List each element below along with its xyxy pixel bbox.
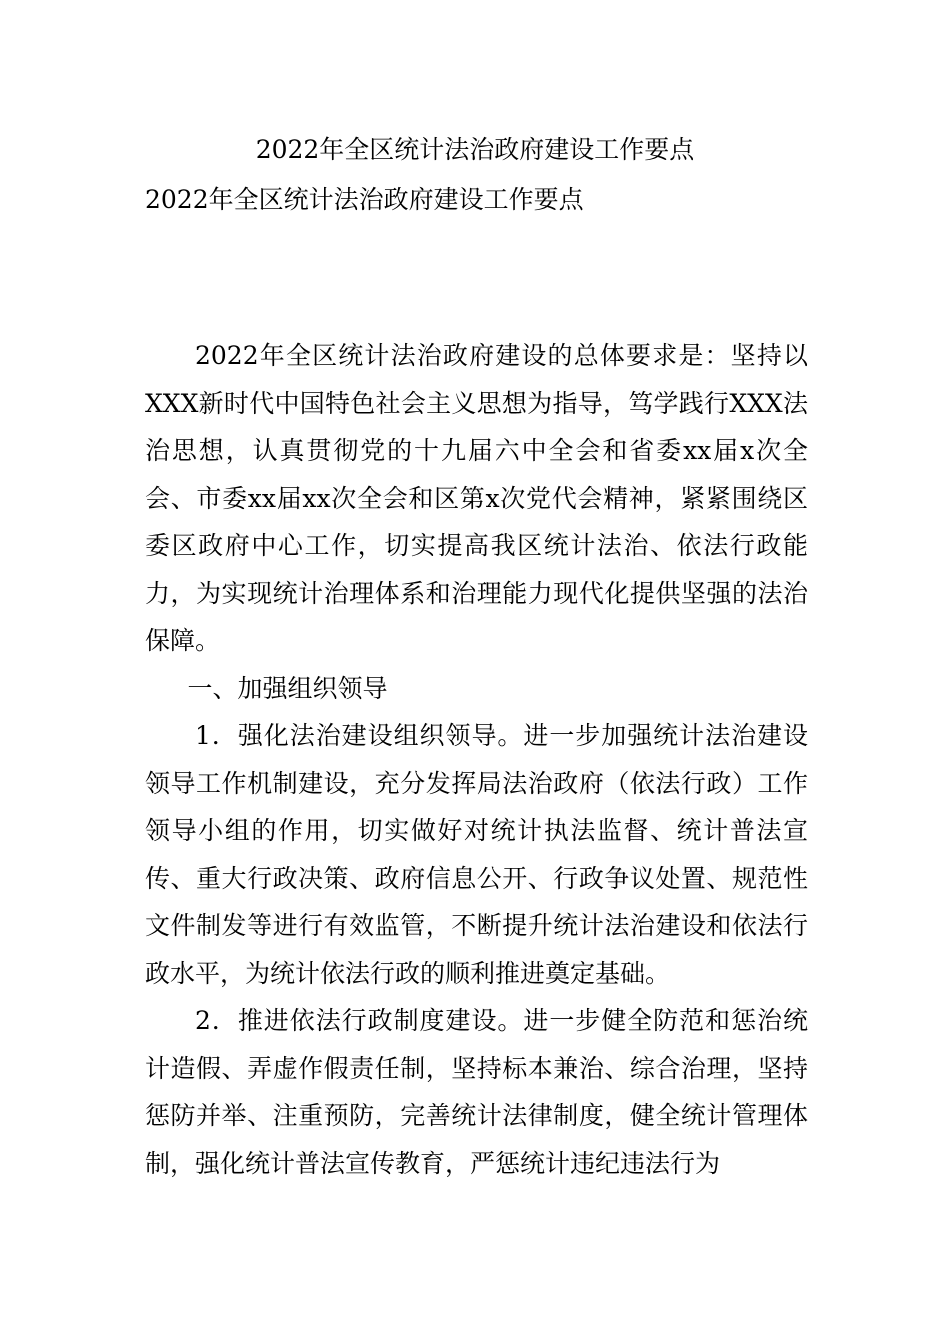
paragraph-item-1: 1．强化法治建设组织领导。进一步加强统计法治建设领导工作机制建设，充分发挥局法治政府（依法行政）工作领导小组的作用，切实做好对统计执法监督、统计普法宣传、重大行政决策、政府信息公开、行政争议处置、规范性文件制发等进行有效监管，不断提升统计法治建设和依法行政水平，为统计依法行政的顺利推进奠定基础。	[145, 721, 808, 988]
section-heading-1: 一、加强组织领导	[187, 673, 388, 703]
document-title: 2022年全区统计法治政府建设工作要点	[255, 135, 695, 164]
document-subtitle: 2022年全区统计法治政府建设工作要点	[145, 185, 584, 214]
paragraph-general-requirements: 2022年全区统计法治政府建设的总体要求是：坚持以XXX新时代中国特色社会主义思想为指导，笃学践行XXX法治思想，认真贯彻党的十九届六中全会和省委xx届x次全会、市委xx届xx次全会和区第x次党代会精神，紧紧围绕区委区政府中心工作，切实提高我区统计法治、依法行政能力，为实现统计治理体系和治理能力现代化提供坚强的法治保障。	[145, 341, 808, 655]
paragraph-item-2: 2．推进依法行政制度建设。进一步健全防范和惩治统计造假、弄虚作假责任制，坚持标本兼治、综合治理，坚持惩防并举、注重预防，完善统计法律制度，健全统计管理体制，强化统计普法宣传教育，严惩统计违纪违法行为	[145, 1006, 808, 1178]
document-body	[145, 332, 808, 1187]
